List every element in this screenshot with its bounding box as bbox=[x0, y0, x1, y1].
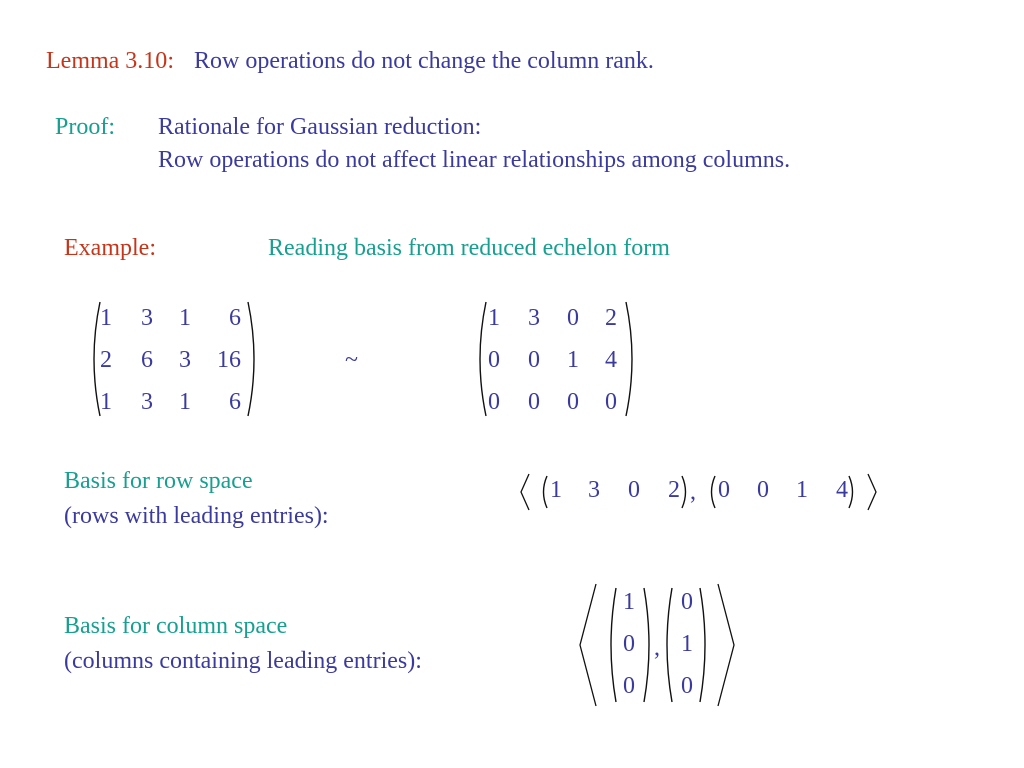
matrix-b-cell: 0 bbox=[567, 305, 579, 331]
row-vector-2-entry: 4 bbox=[836, 477, 848, 503]
row-vector-2-entry: 1 bbox=[796, 477, 808, 503]
matrix-a-cell: 1 bbox=[179, 389, 191, 415]
lemma-colon: : bbox=[167, 48, 174, 74]
example-label: Example bbox=[64, 235, 150, 261]
matrix-a-cell: 1 bbox=[100, 389, 112, 415]
row-basis-sublabel: (rows with leading entries): bbox=[64, 503, 329, 529]
proof-label-group bbox=[55, 113, 115, 141]
matrix-a-cell: 6 bbox=[141, 347, 153, 373]
col-vector-1-entry: 0 bbox=[623, 673, 635, 699]
matrix-b-cell: 0 bbox=[605, 389, 617, 415]
col-vector-2-entry: 0 bbox=[681, 589, 693, 615]
matrix-a-cell: 6 bbox=[229, 305, 241, 331]
col-vector-2-entry: 1 bbox=[681, 631, 693, 657]
matrix-b-cell: 0 bbox=[528, 347, 540, 373]
matrix-b-cell: 0 bbox=[488, 347, 500, 373]
equivalence-symbol: ~ bbox=[345, 347, 358, 373]
matrix-b-cell: 0 bbox=[528, 389, 540, 415]
col-basis-set bbox=[578, 582, 738, 708]
matrix-b-cell: 0 bbox=[567, 389, 579, 415]
row-vector-2-entry: 0 bbox=[718, 477, 730, 503]
row-basis-set bbox=[518, 470, 882, 514]
matrix-a-cell: 2 bbox=[100, 347, 112, 373]
lemma-text: Row operations do not change the column rank. bbox=[193, 48, 654, 74]
col-vector-2-entry: 0 bbox=[681, 673, 693, 699]
row-vector-1-entry: 3 bbox=[588, 477, 600, 503]
row-vector-1-entry: 2 bbox=[668, 477, 680, 503]
proof-label: Proof bbox=[55, 114, 109, 140]
row-vector-1-entry: 1 bbox=[550, 477, 562, 503]
example-title: Reading basis from reduced echelon form bbox=[268, 235, 670, 261]
matrix-a-cell: 3 bbox=[179, 347, 191, 373]
row-basis-comma: , bbox=[690, 479, 696, 505]
matrix-b-cell: 1 bbox=[567, 347, 579, 373]
matrix-b bbox=[474, 298, 638, 420]
example-colon: : bbox=[149, 235, 156, 261]
proof-line-1: Rationale for Gaussian reduction: bbox=[158, 114, 482, 140]
matrix-b-cell: 3 bbox=[528, 305, 540, 331]
matrix-a-cell: 3 bbox=[141, 389, 153, 415]
col-basis-comma: , bbox=[654, 635, 660, 661]
matrix-b-cell: 4 bbox=[605, 347, 617, 373]
matrix-b-cell: 1 bbox=[488, 305, 500, 331]
matrix-a-cell: 3 bbox=[141, 305, 153, 331]
row-basis-label: Basis for row space bbox=[64, 468, 253, 494]
matrix-b-cell: 2 bbox=[605, 305, 617, 331]
matrix-b-cell: 0 bbox=[488, 389, 500, 415]
col-vector-1-entry: 0 bbox=[623, 631, 635, 657]
col-basis-sublabel: (columns containing leading entries): bbox=[64, 648, 422, 674]
proof-line-2: Row operations do not affect linear relationships among columns. bbox=[158, 147, 791, 173]
matrix-a-cell: 6 bbox=[229, 389, 241, 415]
matrix-a-cell: 1 bbox=[179, 305, 191, 331]
row-vector-1-entry: 0 bbox=[628, 477, 640, 503]
lemma-line bbox=[46, 47, 654, 75]
row-vector-2-entry: 0 bbox=[757, 477, 769, 503]
matrix-a bbox=[86, 298, 262, 420]
example-label-group bbox=[64, 234, 156, 262]
matrix-a-cell: 16 bbox=[217, 347, 241, 373]
col-vector-1-entry: 1 bbox=[623, 589, 635, 615]
proof-colon: : bbox=[108, 114, 116, 140]
matrix-a-cell: 1 bbox=[100, 305, 112, 331]
col-basis-label: Basis for column space bbox=[64, 613, 288, 639]
lemma-label: Lemma 3.10 bbox=[46, 48, 168, 74]
